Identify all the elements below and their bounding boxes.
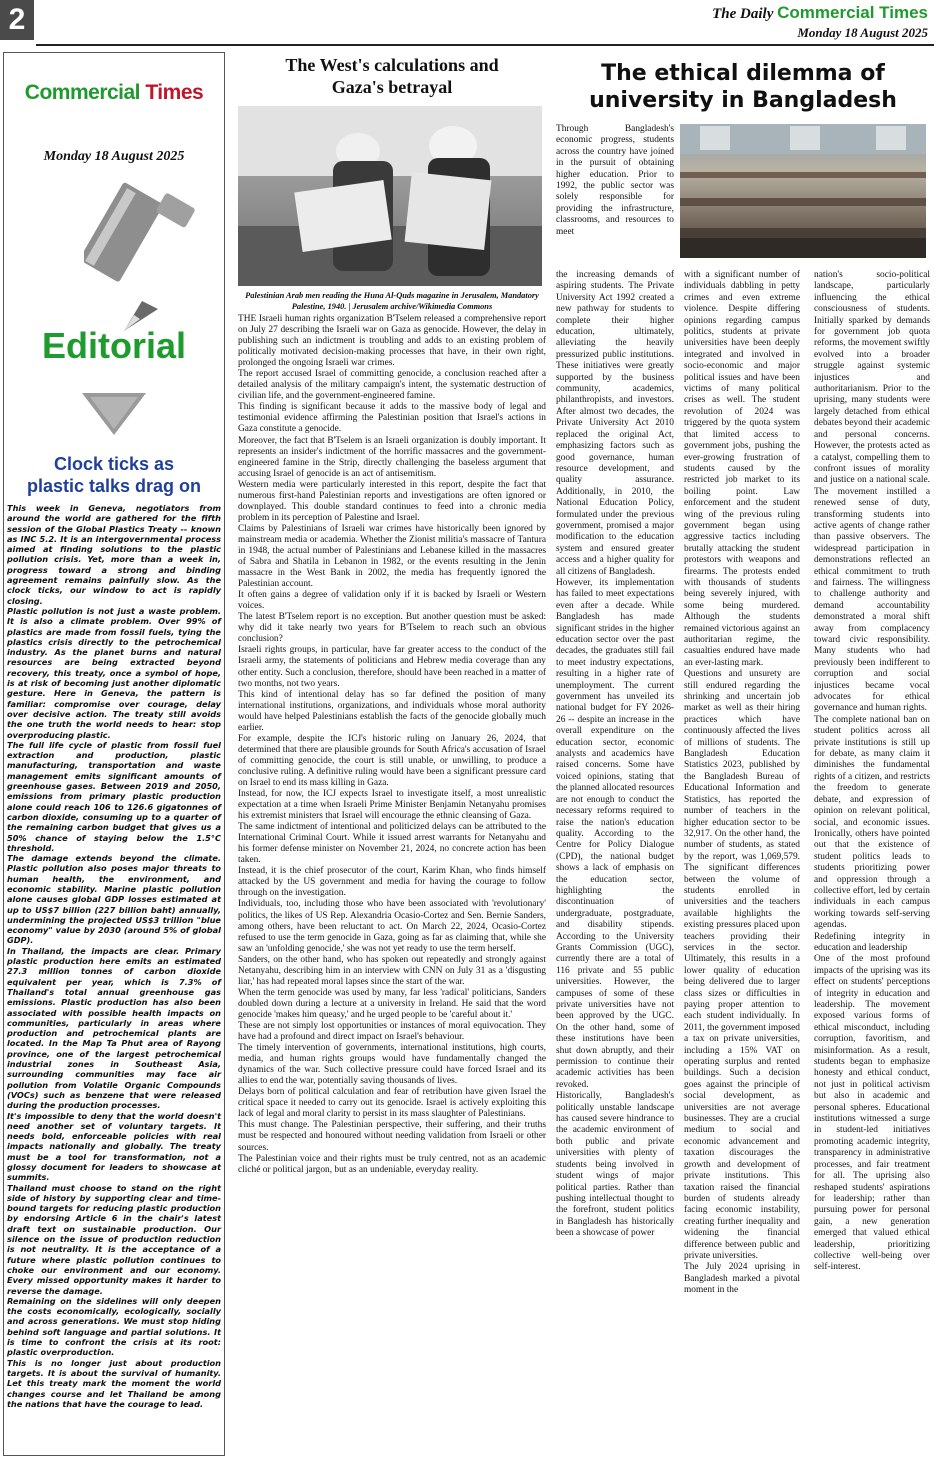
exam-hall-photo-illustration xyxy=(680,124,926,258)
editorial-paragraph: Thailand must choose to stand on the right side of history by supporting clear and time-bound targets for reducing plastic production by endorsing Article 6 in the chair's latest draft text on sustainable production. Our silence on the issue of production reduction is not neutrality. It is the acceptance of a future where plastic pollution continues to choke our environment and our economy. Every missed opportunity makes it harder to reverse the damage. xyxy=(7,1182,221,1296)
gaza-headline-line2: Gaza's betrayal xyxy=(331,77,453,97)
editorial-body xyxy=(7,503,221,1409)
masthead-brand-name: Commercial Times xyxy=(777,3,928,22)
gaza-paragraph: The Palestinian voice and their rights must be truly centred, not as an academic cliché or political jargon, but as an undeniable, everyday reality. xyxy=(238,1153,546,1175)
gaza-article xyxy=(238,54,546,1176)
masthead-date: Monday 18 August 2025 xyxy=(797,25,928,40)
gaza-paragraph: Individuals, too, including those who have been associated with 'revolutionary' politics, the likes of US Rep. Alexandria Ocasio-Cortez and Sen. Bernie Sanders, among others, have been reluctant to act. On March 22, 2024, Ocasio-Cortez refused to use the term genocide in Gaza, going as far as claiming that, while she saw an 'unfolding genocide,' she was not yet ready to use the term herself. xyxy=(238,899,546,954)
university-col2 xyxy=(684,270,800,1297)
gaza-photo xyxy=(238,106,542,286)
gaza-photo-caption: Palestinian Arab men reading the Huna Al-Quds magazine in Jerusalem, Mandatory Palestine, 1940. | Jerusalem archive/Wikimedia Commons xyxy=(245,291,539,311)
gaza-paragraph: The timely intervention of governments, international institutions, high courts, media, and human rights groups would have fundamentally changed the dynamics of the war. Such collective pressure could have forced Israel and its allies to end the war, potentially saving thousands of lives. xyxy=(238,1043,546,1087)
university-paragraph: the increasing demands of aspiring students. The Private University Act 1992 created a new pathway for students to complete their higher education, ultimately, alleviating the heavily pressurized public institutions. These initiatives were greatly supported by the business community, academics, philanthropists, and investors. After almost two decades, the Private University Act 2010 replaced the original Act, emphasizing factors such as good governance, human resource development, and quality assurance. Additionally, in 2010, the National Education Policy, formulated under the previous government, promised a major modification to the education system and ensured greater access and a higher quality for all citizens of Bangladesh. xyxy=(556,270,674,577)
editorial-headline-line2: plastic talks drag on xyxy=(26,476,202,496)
masthead-brand xyxy=(712,3,928,23)
gaza-paragraph: When the term genocide was used by many, far less 'radical' politicians, Sanders doubled down during a lecture at a university in Ireland. He said that the word genocide 'makes him queasy,' and he urged people to be 'careful about it.' xyxy=(238,987,546,1020)
gaza-body xyxy=(238,314,546,1176)
university-headline-line1: The ethical dilemma of xyxy=(601,61,885,86)
top-rule xyxy=(36,44,934,46)
gaza-paragraph: This must change. The Palestinian perspective, their suffering, and their truths must be respected and honoured without needing validation from Israeli or other sources. xyxy=(238,1120,546,1153)
editorial-paragraph: This week in Geneva, negotiators from around the world are gathered for the fifth session of the Global Plastics Treaty -- known as INC 5.2. It is an intergovernmental process aimed at finding solutions to the plastic pollution crisis. Yet, more than a week in, progress toward a strong and binding agreement remains painfully slow. As the clock ticks, our window to act is rapidly closing. xyxy=(7,503,221,606)
gaza-paragraph: Claims by Palestinians of Israeli war crimes have historically been ignored by mainstream media or academia. Whether the Zionist militia's massacre of Tantura in 1948, the actual number of Palestinians and Lebanese killed in the massacres of Sabra and Shatila in Lebanon in 1982, or the events resulting in the Jenin massacre in the West Bank in 2002, the media has frequently ignored the Palestinian account. xyxy=(238,523,546,590)
university-paragraph: Historically, Bangladesh's politically unstable landscape has caused severe hindrance to the academic environment of both public and private universities with plenty of students being involved in student wings of major political parties. Rather than pushing intellectual thought to the forefront, student politics in Bangladesh has historically been a showcase of power xyxy=(556,1091,674,1239)
university-paragraph: One of the most profound impacts of the uprising was its effect on students' perceptions of integrity in education and leadership. The movement exposed various forms of ethical misconduct, including corruption, favoritism, and misinformation. As a result, students began to emphasize honesty and ethical conduct, not just in political activism but also in academic and personal spheres. Educational institutions witnessed a surge in student-led initiatives promoting academic integrity, transparency in administrative processes, and fair treatment for all. The uprising also reshaped students' aspirations for leadership; rather than pursuing power for personal gain, a new generation emerged that valued ethical leadership, prioritizing collective well-being over self-interest. xyxy=(814,954,930,1273)
masthead-brand-prefix: The Daily xyxy=(712,6,774,22)
gaza-paragraph: For example, despite the ICJ's historic ruling on January 26, 2024, that determined that there are plausible grounds for South Africa's accusation of Israel of committing genocide, the court is still unable, or unwilling, to produce a conclusive ruling. A definitive ruling would have been a significant pressure card on Israel to end its mass killing in Gaza. xyxy=(238,733,546,788)
gaza-paragraph: Sanders, on the other hand, who has spoken out repeatedly and strongly against Netanyahu, describing him in an interview with CNN on July 31 as a 'disgusting liar,' has had repeated moral lapses since the start of the war. xyxy=(238,954,546,987)
gaza-paragraph: THE Israeli human rights organization B'Tselem released a comprehensive report on July 27 describing the Israeli war on Gaza as genocide. However, the delay in publishing such an indictment is troubling and adds to an existing problem of politically motivated decision-making processes that have, in their own right, prolonged the ongoing Israeli war crimes. xyxy=(238,314,546,369)
gaza-paragraph: The report accused Israel of committing genocide, a conclusion reached after a detailed analysis of the military campaign's intent, the systematic destruction of civilian life, and the government-engineered famine. xyxy=(238,369,546,402)
gaza-paragraph: This kind of intentional delay has so far defined the position of many international institutions, organizations, and individuals whose moral authority would have helped Palestinians establish the facts of the genocide globally much earlier. xyxy=(238,689,546,733)
down-arrow-icon xyxy=(82,393,146,435)
university-paragraph: However, its implementation has failed to meet expectations even after a decade. While Bangladesh has made significant strides in the higher education sector over the past decades, the graduates still fail to meet industry expectations, resulting in a higher rate of unemployment. The current government has unveiled its national budget for FY 2026-26 -- despite an increase in the overall expenditure on the education sector, economic analysts and academics have raised concerns. Some have voiced opinions, stating that the planned allocated resources are not enough to conduct the necessary reforms required to raise the nation's education quality. According to the Centre for Policy Dialogue (CPD), the national budget shows a lack of emphasis on the education sector, highlighting the discontinuation of undergraduate, postgraduate, and disability stipends. According to the University Grants Commission (UGC), currently there are a total of 116 private and 55 public universities. However, the campuses of some of these private universities have not been approved by the UGC. On the other hand, some of these institutions have been shut down abruptly, and their permission to continue their academic activities has been revoked. xyxy=(556,577,674,1090)
university-paragraph: The July 2024 uprising in Bangladesh marked a pivotal moment in the xyxy=(684,1262,800,1296)
editorial-headline-line1: Clock ticks as xyxy=(53,454,175,474)
logo-word-commercial: Commercial xyxy=(24,81,141,104)
university-headline-line2: university in Bangladesh xyxy=(589,88,897,113)
gaza-paragraph: The same indictment of intentional and politicized delays can be attributed to the International Criminal Court. While it issued arrest warrants for Netanyahu and his former defense minister on November 21, 2024, no concrete action has been taken. xyxy=(238,822,546,866)
gaza-paragraph: Moreover, the fact that B'Tselem is an Israeli organization is doubly important. It represents an insider's indictment of the horrific massacres and the government-engineered famine in the Strip, directly challenging the baseless argument that accusing Israel of genocide is an act of antisemitism. xyxy=(238,435,546,479)
page-number: 2 xyxy=(0,0,34,40)
university-col1-top xyxy=(556,124,674,238)
gaza-paragraph: These are not simply lost opportunities or instances of moral equivocation. They have had a profound and direct impact on Israel's behaviour. xyxy=(238,1021,546,1043)
university-paragraph: nation's socio-political landscape, particularly influencing the ethical consciousness of students. Initially sparked by demands for government job quota reforms, the movement swiftly evolved into a broader struggle against systemic injustices and authoritarianism. Prior to the uprising, many students were largely detached from ethical debates beyond their academic and personal concerns. However, the protests acted as a catalyst, compelling them to confront issues of morality and justice on a national scale. The movement instilled a renewed sense of duty, transforming students into active agents of change rather than passive observers. The widespread participation in demonstrations reflected an ethical commitment to truth and fairness. The willingness to challenge authority and demand accountability demonstrated a moral shift away from complacency toward civic responsibility. Many students who had previously been indifferent to corruption and social injustices became vocal advocates for ethical governance and human rights. xyxy=(814,270,930,714)
editorial-headline xyxy=(4,453,224,497)
university-subheading: Redefining integrity in education and leadership xyxy=(814,931,930,953)
gaza-paragraph: Delays born of political calculation and fear of retribution have given Israel the critical space it needed to carry out its genocide. Israel is actively exploiting this lack of legal and moral clarity to persist in its mass slaughter of Palestinians. xyxy=(238,1087,546,1120)
university-headline xyxy=(560,60,926,114)
gaza-paragraph: Western media were particularly interested in this report, despite the fact that numerous first-hand Palestinian reports and investigations are often ignored or downplayed. This double standard continues to feed into a chronic media problem in its perception of Palestine and Israel. xyxy=(238,479,546,523)
gaza-paragraph: The latest B'Tselem report is no exception. But another question must be asked: why did it take nearly two years for B'Tselem to reach such an obvious conclusion? xyxy=(238,612,546,645)
editorial-column xyxy=(3,52,225,1456)
gaza-paragraph: Instead, it is the chief prosecutor of the court, Karim Khan, who finds himself attacked by the US government and media for having the courage to follow through on the investigation. xyxy=(238,866,546,899)
gaza-paragraph: This finding is significant because it adds to the massive body of legal and testimonial evidence affirming the Palestinian position that Israel's actions in Gaza constitute a genocide. xyxy=(238,402,546,435)
editorial-paragraph: The full life cycle of plastic from fossil fuel extraction and production, plastic manufacturing, transportation and waste management emits significant amounts of greenhouse gases. Between 2019 and 2050, emissions from primary plastic production alone could reach 106 to 126.6 gigatonnes of carbon dioxide, consuming up to a quarter of the remaining carbon budget that gives us a 50% chance of staying below the 1.5°C threshold. xyxy=(7,739,221,853)
editorial-paragraph: Remaining on the sidelines will only deepen the costs economically, ecologically, socially and across generations. We must stop hiding behind soft language and partial solutions. It is time to confront the crisis at its root: plastic overproduction. xyxy=(7,1295,221,1358)
editorial-paragraph: It's impossible to deny that the world doesn't need another set of voluntary targets. It needs bold, enforceable policies with real impacts nationally and globally. The treaty must be a tool for transformation, not a glossy document for leaders to showcase at summits. xyxy=(7,1110,221,1183)
gaza-paragraph: Israeli rights groups, in particular, have far greater access to the conduct of the Israeli army, the statements of politicians and Hebrew media coverage than any other entity. Such a conclusion, therefore, should have been reached in a matter of two months, not two years. xyxy=(238,645,546,689)
editorial-section-title: Editorial xyxy=(41,325,187,366)
exam-hall-photo xyxy=(680,124,926,258)
university-paragraph: Questions and unsurety are still endured regarding the shrinking and uncertain job market as well as their hiring practices which have continuously affected the lives of millions of students. The Bangladesh Education Statistics 2023, published by the Bangladesh Bureau of Educational Information and Statistics, has reported the number of teachers in the higher education sector to be 32,917. On the other hand, the number of students, as stated by the report, was 1,069,579. The significant differences between the volume of students enrolled in universities and the teachers available highlights the existing pressures placed upon teachers providing their services in the sector. Ultimately, this results in a lower quality of education being delivered due to larger class sizes or difficulties in paying proper attention to each student individually. In 2011, the government imposed a tax on private universities, including a 15% VAT on operating surplus and rented buildings. Such a decision goes against the principle of social development, as universities are not average businesses. They are a crucial medium to social and economic advancement and taxation discourages the growth and development of private institutions. This taxation raised the financial burden of students already facing economic instability, creating further inequality and widening the financial difference between public and private universities. xyxy=(684,669,800,1261)
editorial-logo xyxy=(4,81,224,105)
university-paragraph: with a significant number of individuals dabbling in petty crimes and even extreme violence. Despite differing opinions regarding campus politics, students at private universities have been deeply integrated and involved in socio-economic and major political issues and have been victims of many political crises as well. The student revolution of 2024 was triggered by the quota system that limited access to government jobs, pushing the ever-growing frustration of students caused by the restricted job market to its boiling point. Law enforcement and the student wing of the previous ruling government began using aggressive tactics including brutally attacking the student protestors with weapons and firearms. The protests ended with thousands of students being severely injured, with some being murdered. Although the students remained victorious against an authoritarian regime, the casualties endured have made an ever-lasting mark. xyxy=(684,270,800,668)
logo-word-times: Times xyxy=(145,81,204,104)
editorial-paragraph: In Thailand, the impacts are clear. Primary plastic production here emits an estimated 27.3 million tonnes of carbon dioxide equivalent per year, which is 7.3% of Thailand's total annual greenhouse gas emissions. Plastic production has also been associated with possible health impacts on communities, particularly in areas where production and petrochemical plants are located. In the Map Ta Phut area of Rayong province, one of the largest petrochemical industrial zones in Southeast Asia, surrounding communities may face air pollution from Volatile Organic Compounds (VOCs) such as benzene that were released during the production processes. xyxy=(7,945,221,1111)
university-paragraph: The complete national ban on student politics across all private institutions is still up for debate, as many claim it diminishes the fundamental rights of a citizen, and restricts the freedom to generate debate, and expression of opinion on relevant political, social, and economic issues. Ironically, others have pointed out that the existence of student politics leads to students prioritizing power and oppression through a collective effort, led by certain individuals in each campus working towards self-serving agendas. xyxy=(814,714,930,931)
gaza-paragraph: It often gains a degree of validation only if it is backed by Israeli or Western voices. xyxy=(238,590,546,612)
editorial-date: Monday 18 August 2025 xyxy=(43,149,185,164)
university-col3 xyxy=(814,270,930,1274)
editorial-paragraph: This is no longer just about production targets. It is about the survival of humanity. Let this treaty mark the moment the world changes course and let Thailand be among the nations that have the courage to lead. xyxy=(7,1357,221,1409)
university-col1 xyxy=(556,270,674,1240)
gaza-headline-line1: The West's calculations and xyxy=(285,55,499,75)
masthead xyxy=(712,3,928,41)
university-paragraph: Through Bangladesh's economic progress, students across the country have joined in the pursuit of obtaining higher education. Prior to 1992, the public sector was solely responsible for providing the infrastructure, classrooms, and resources to meet xyxy=(556,124,674,237)
gaza-headline xyxy=(238,54,546,98)
editorial-paragraph: Plastic pollution is not just a waste problem. It is also a climate problem. Over 99% of plastics are made from fossil fuels, tying the plastics crisis directly to the petrochemical industry. As the planet burns and natural resources are being extracted beyond recovery, this treaty, once a symbol of hope, is at risk of becoming just another diplomatic gesture. Here in Geneva, the pattern is familiar: compromise over courage, delay over decisive action. The treaty still avoids the one truth the world needs to hear: stop overproducing plastic. xyxy=(7,605,221,740)
men-reading-photo-illustration xyxy=(238,106,542,286)
gaza-paragraph: Instead, for now, the ICJ expects Israel to investigate itself, a most unrealistic expectation at a time when Israeli Prime Minister Benjamin Netanyahu promises his extremist ministers that Israel will encourage the ethnic cleansing of Gaza. xyxy=(238,789,546,822)
editorial-paragraph: The damage extends beyond the climate. Plastic pollution also poses major threats to human health, the environment, and economic stability. Marine plastic pollution alone causes global GDP losses estimated at up to US$7 billion (227 billion baht) annually, undermining the projected US$3 trillion "blue economy" value by 2030 (around 5% of global GDP). xyxy=(7,853,221,946)
